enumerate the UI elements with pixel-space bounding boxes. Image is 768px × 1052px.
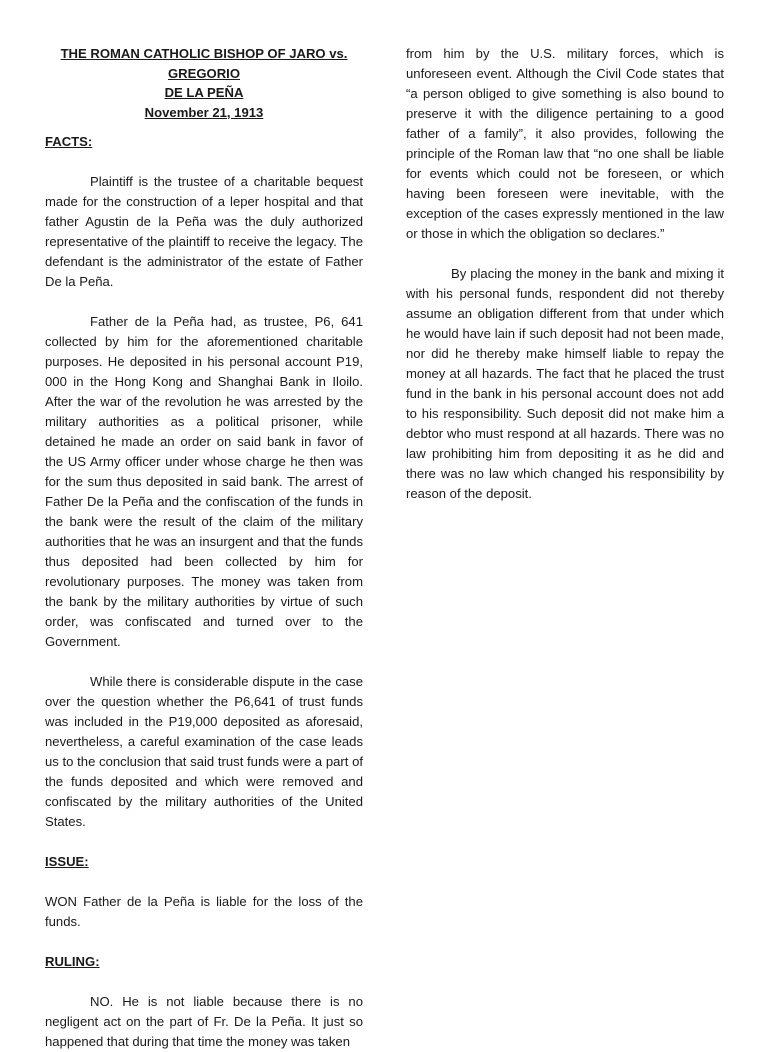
facts-heading: FACTS: bbox=[45, 134, 93, 149]
issue-paragraph: WON Father de la Peña is liable for the loss of the funds. bbox=[45, 894, 363, 929]
ruling-paragraph-1: NO. He is not liable because there is no negligent act on the part of Fr. De la Peña. It just so happened that during that time the money was taken bbox=[45, 994, 363, 1049]
ruling-paragraph-1-continued: from him by the U.S. military forces, which is unforeseen event. Although the Civil Code states that “a person obliged to give something is also bound to preserve it with the diligence pertaining to a good father of a family”, it also provides, following the principle of the Roman law that “no one shall be liable for events which could not be foreseen, or which having been foreseen were inevitable, with the exception of the cases expressly mentioned in the law or those in which the obligation so declares.” bbox=[406, 46, 724, 241]
facts-paragraph-1: Plaintiff is the trustee of a charitable bequest made for the construction of a leper hospital and that father Agustin de la Peña was the duly authorized representative of the plaintiff to receive the legacy. The defendant is the administrator of the estate of Father De la Peña. bbox=[45, 174, 363, 289]
ruling-heading: RULING: bbox=[45, 954, 100, 969]
right-column bbox=[406, 44, 724, 504]
case-title bbox=[45, 44, 363, 122]
case-date: November 21, 1913 bbox=[144, 104, 264, 120]
issue-heading: ISSUE: bbox=[45, 854, 89, 869]
ruling-paragraph-2: By placing the money in the bank and mixing it with his personal funds, respondent did not thereby assume an obligation different from that under which he would have lain if such deposit had not been made, nor did he thereby make himself liable to repay the money at all hazards. The fact that he placed the trust fund in the bank in his personal account does not add to his responsibility. Such deposit did not make him a debtor who must respond at all hazards. There was no law prohibiting him from depositing it as he did and there was no law which changed his responsibility by reason of the deposit. bbox=[406, 266, 724, 501]
case-title-line-2: DE LA PEÑA bbox=[164, 85, 244, 100]
case-title-line-1: THE ROMAN CATHOLIC BISHOP OF JARO vs. GREGORIO bbox=[60, 46, 348, 81]
facts-paragraph-3: While there is considerable dispute in the case over the question whether the P6,641 of trust funds was included in the P19,000 deposited as aforesaid, nevertheless, a careful examination of the case leads us to the conclusion that said trust funds were a part of the funds deposited and which were removed and confiscated by the military authorities of the United States. bbox=[45, 674, 363, 829]
facts-paragraph-2: Father de la Peña had, as trustee, P6, 641 collected by him for the aforementioned charitable purposes. He deposited in his personal account P19, 000 in the Hong Kong and Shanghai Bank in Iloilo. After the war of the revolution he was arrested by the military authorities as a political prisoner, while detained he made an order on said bank in favor of the US Army officer under whose charge he then was for the sum thus deposited in said bank. The arrest of Father De la Peña and the confiscation of the funds in the bank were the result of the claim of the military authorities that he was an insurgent and that the funds thus deposited had been collected by him for revolutionary purposes. The money was taken from the bank by the military authorities by virtue of such order, was confiscated and turned over to the Government. bbox=[45, 314, 363, 649]
left-column bbox=[45, 44, 363, 1052]
